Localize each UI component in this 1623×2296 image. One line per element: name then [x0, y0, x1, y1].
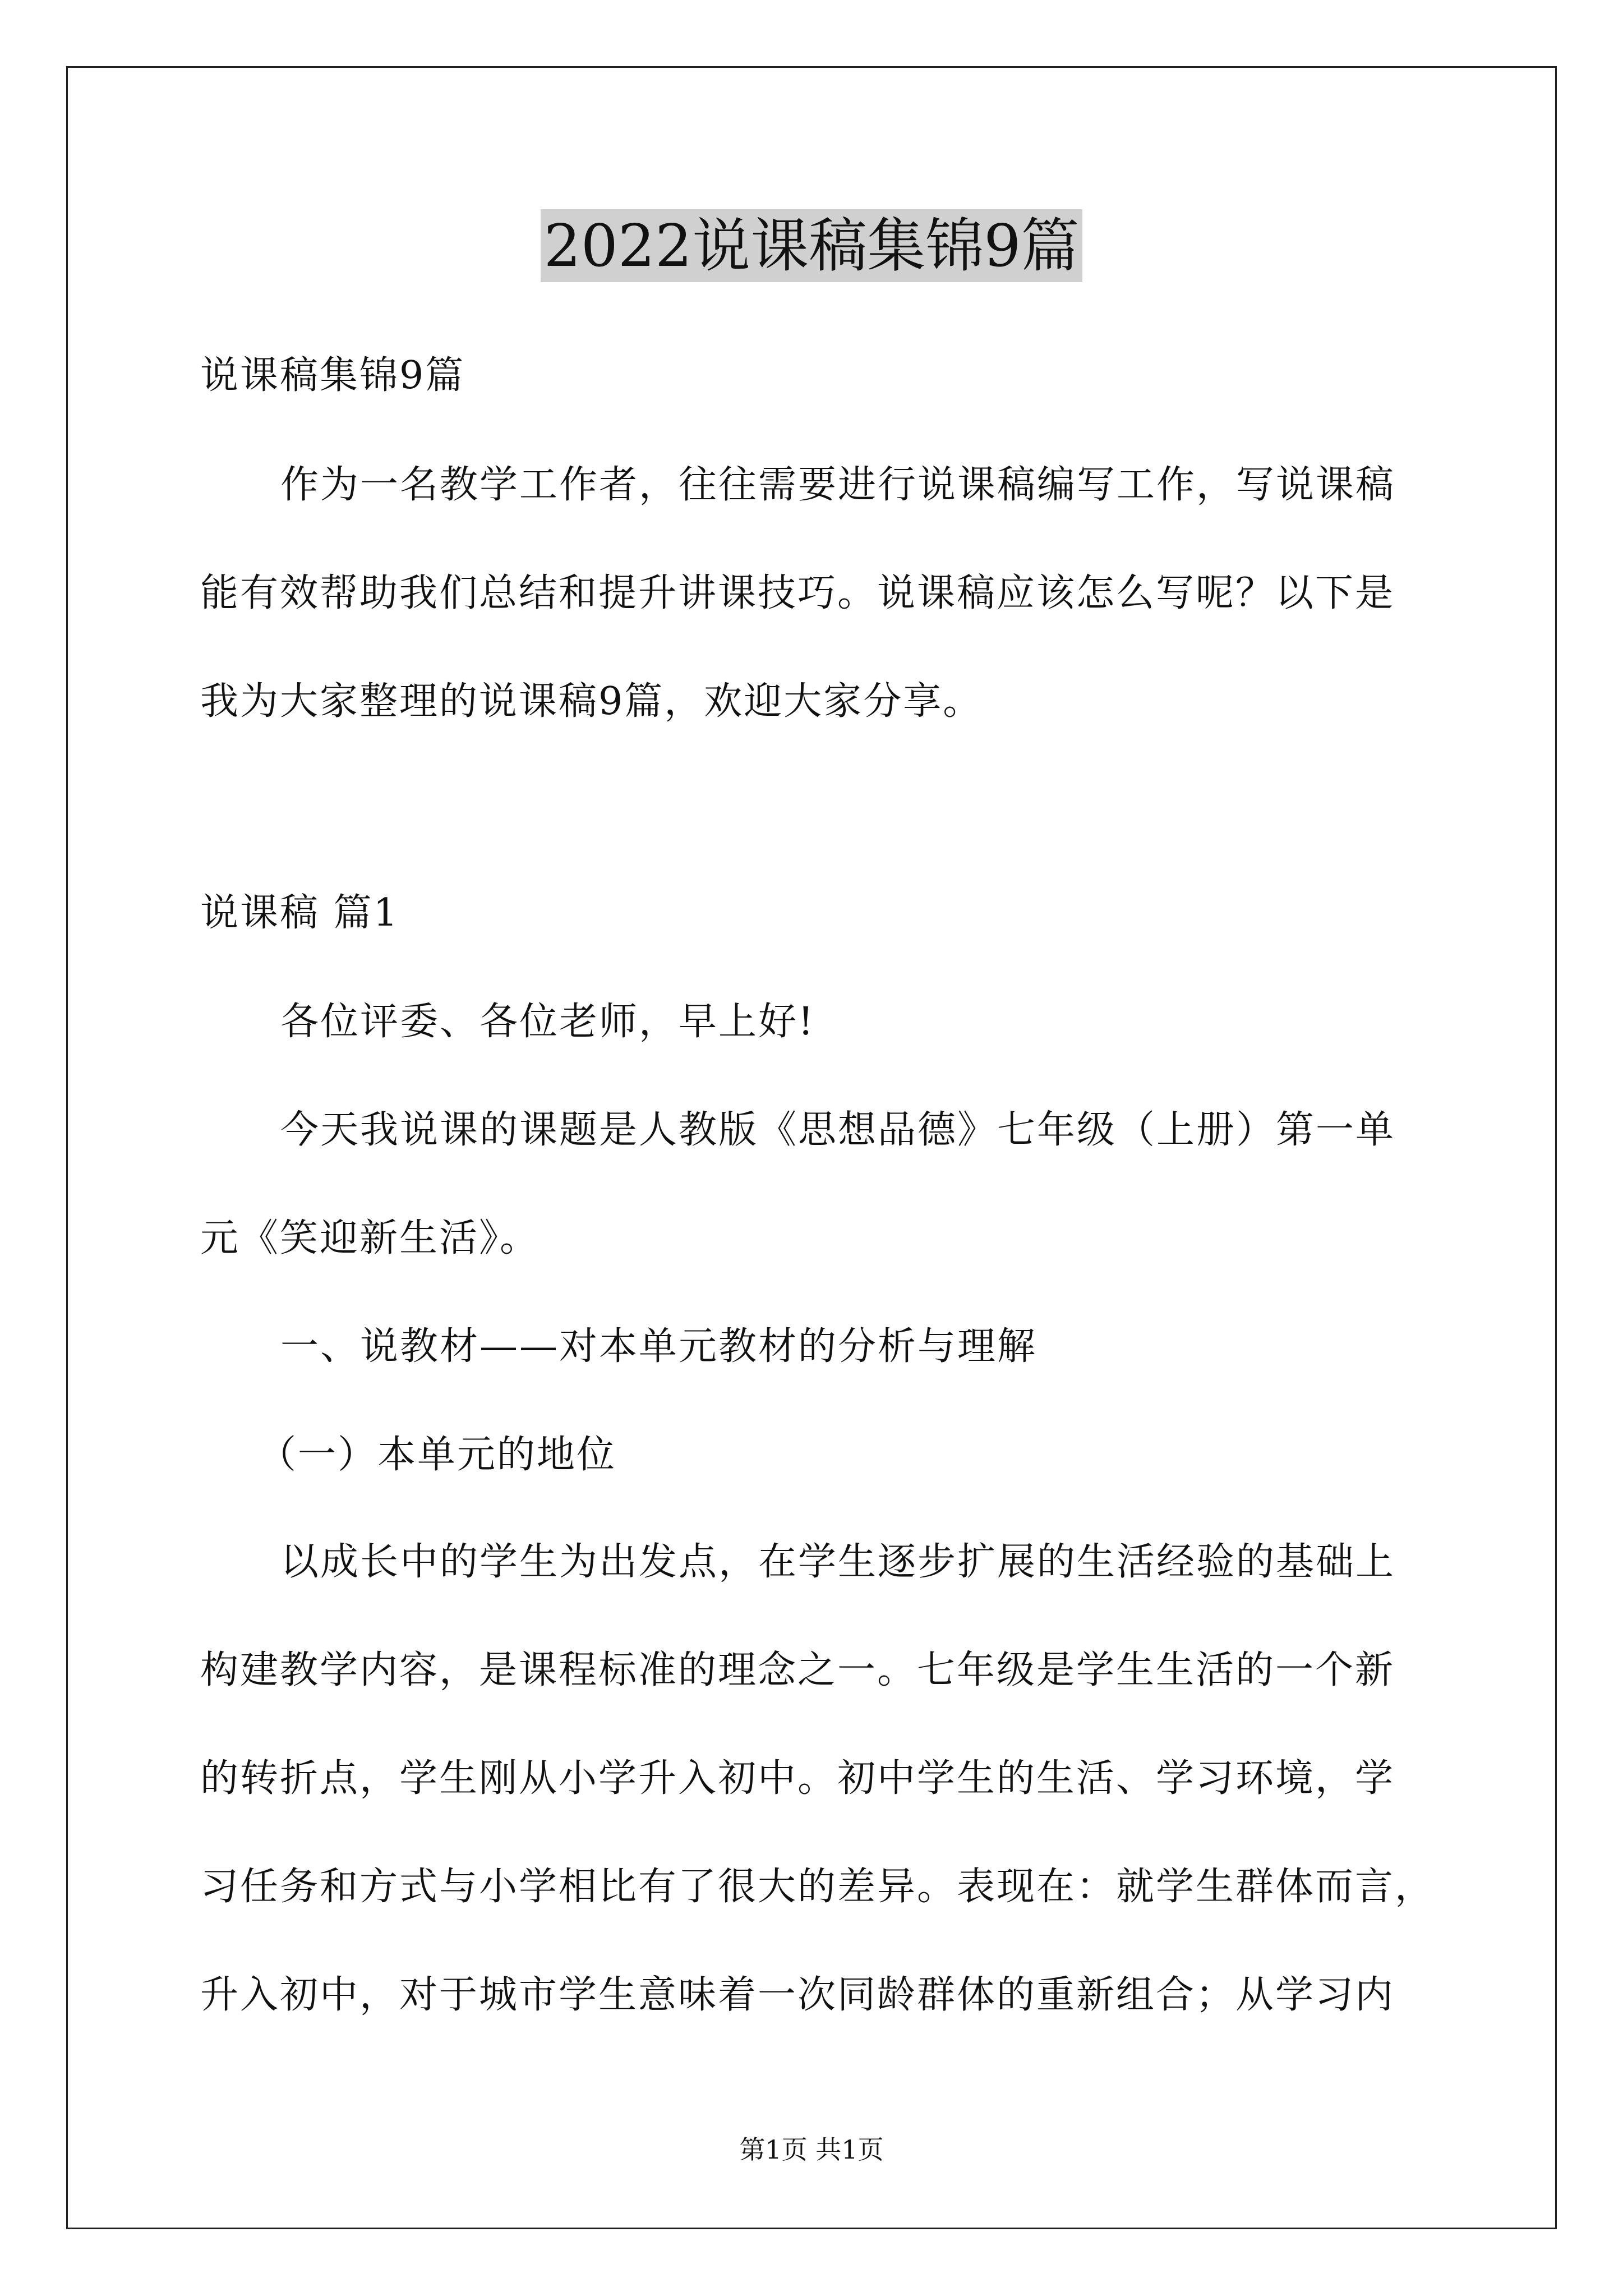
- document-title: [0, 206, 1623, 285]
- heading-one: 一、说教材——对本单元教材的分析与理解: [280, 1324, 1038, 1369]
- document-subtitle: 说课稿集锦9篇: [200, 353, 465, 398]
- greeting: 各位评委、各位老师，早上好!: [280, 1000, 815, 1044]
- intro-line-3: 我为大家整理的说课稿9篇，欢迎大家分享。: [200, 679, 983, 724]
- section-heading: 说课稿 篇1: [200, 891, 399, 935]
- document-title-text: 2022说课稿集锦9篇: [541, 209, 1083, 282]
- topic-line-1: 今天我说课的课题是人教版《思想品德》七年级（上册）第一单: [280, 1108, 1396, 1152]
- intro-line-2: 能有效帮助我们总结和提升讲课技巧。说课稿应该怎么写呢？以下是: [200, 571, 1395, 615]
- body-line-5: 升入初中，对于城市学生意味着一次同龄群体的重新组合；从学习内: [200, 1973, 1395, 2017]
- intro-line-1: 作为一名教学工作者，往往需要进行说课稿编写工作，写说课稿: [280, 463, 1396, 507]
- body-line-3: 的转折点，学生刚从小学升入初中。初中学生的生活、学习环境，学: [200, 1756, 1395, 1801]
- body-line-2: 构建教学内容，是课程标准的理念之一。七年级是学生生活的一个新: [200, 1648, 1395, 1692]
- page-footer: 第1页 共1页: [739, 2134, 884, 2165]
- body-line-1: 以成长中的学生为出发点，在学生逐步扩展的生活经验的基础上: [280, 1540, 1396, 1584]
- topic-line-2: 元《笑迎新生活》。: [200, 1216, 540, 1260]
- body-line-4: 习任务和方式与小学相比有了很大的差异。表现在：就学生群体而言，: [200, 1865, 1435, 1909]
- heading-two: （一）本单元的地位: [258, 1433, 617, 1477]
